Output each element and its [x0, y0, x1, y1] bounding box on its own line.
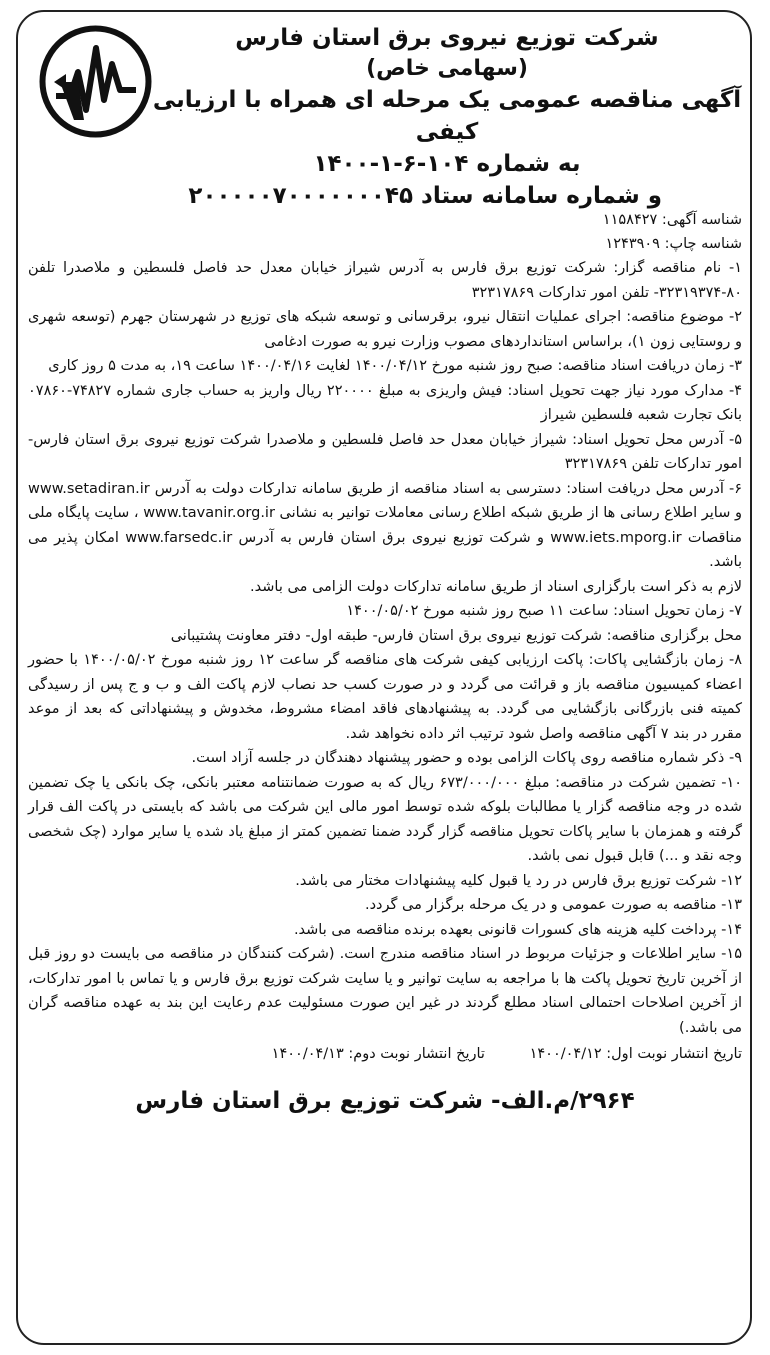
company-name: شرکت توزیع نیروی برق استان فارس	[235, 25, 659, 51]
power-line-logo-icon	[38, 24, 153, 139]
ad-footer: ۲۹۶۴/م.الف- شرکت توزیع برق استان فارس	[135, 1088, 635, 1114]
tender-ad	[28, 16, 742, 1114]
item-5: ۵- آدرس محل تحویل اسناد: شیراز خیابان معدل حد فاصل فلسطین و ملاصدرا شرکت توزیع نیروی برق استان فارس- امور تدارکات تلفن ۳۲۳۱۷۸۶۹	[28, 431, 742, 472]
item-7: ۷- زمان تحویل اسناد: ساعت ۱۱ صبح روز شنبه مورخ ۱۴۰۰/۰۵/۰۲	[346, 603, 742, 619]
item-6-note: لازم به ذکر است بارگزاری اسناد از طریق سامانه تدارکات دولت الزامی می باشد.	[250, 578, 742, 595]
ad-header	[28, 16, 742, 209]
item-8: ۸- زمان بازگشایی پاکات: پاکت ارزیابی کیفی شرکت های مناقصه گر ساعت ۱۲ روز شنبه مورخ ۱۴۰۰/۰۵/۰۲ با حضور اعضاء کمیسیون مناقصه باز و قرائت می گردد و در صورت کسب حد نصاب لازم پاکت الف و ب و ج پس از رسیدگی کمیته فنی بازرگانی بازگشایی می گردد. به پیشنهادهای فاقد امضاء مشروط، مخدوش و پیشنهاداتی که بعد از موعد مقرر در بند ۷ آگهی مناقصه واصل شود ترتیب اثر داده نخواهد شد.	[28, 652, 742, 742]
tender-number: به شماره ۱۰۴-۶-۱-۱۴۰۰	[313, 151, 581, 177]
item-4: ۴- مدارک مورد نیاز جهت تحویل اسناد: فیش واریزی به مبلغ ۲۲۰۰۰۰ ریال واریز به حساب جاری شماره ۷۴۸۲۷-۰۷۸۶۰ بانک تجارت شعبه فلسطین شیراز	[28, 382, 742, 423]
ad-titles	[152, 22, 742, 212]
item-9: ۹- ذکر شماره مناقصه روی پاکات الزامی بوده و حضور پیشنهاد دهندگان در جلسه آزاد است.	[191, 750, 742, 766]
setad-number: و شماره سامانه ستاد ۲۰۰۰۰۰۷۰۰۰۰۰۰۰۴۵	[188, 183, 662, 209]
publish-second: تاریخ انتشار نوبت دوم: ۱۴۰۰/۰۴/۱۳	[271, 1046, 485, 1062]
item-14: ۱۴- پرداخت کلیه هزینه های کسورات قانونی بعهده برنده مناقصه می باشد.	[293, 921, 742, 938]
item-6: ۶- آدرس محل دریافت اسناد: دسترسی به اسناد مناقصه از طریق سامانه تدارکات دولت به آدرس www.setadiran.ir و سایر اطلاع رسانی ها از طریق شبکه اطلاع رسانی معاملات توانیر به نشانی www.tavanir.org.ir ، سایت پایگاه ملی مناقصات www.iets.mporg.ir و شرکت توزیع نیروی برق استان فارس به آدرس www.farsedc.ir امکان پذیر می باشد.	[28, 480, 742, 570]
company-type: (سهامی خاص)	[366, 56, 528, 81]
item-13: ۱۳- مناقصه به صورت عمومی و در یک مرحله برگزار می گردد.	[364, 897, 742, 913]
ad-ids	[28, 208, 742, 256]
ad-title: آگهی مناقصه عمومی یک مرحله ای همراه با ارزیابی کیفی	[152, 87, 742, 145]
item-15: ۱۵- سایر اطلاعات و جزئیات مربوط در اسناد مناقصه مندرج است. (شرکت کنندگان در مناقصه می بایست دو روز قبل از آخرین تاریخ تحویل پاکت ها با مراجعه به سایت توانیر و یا سایت شرکت توزیع برق فارس و یا تماس با امور تدارکات، از آخرین اصلاحات احتمالی اسناد مطلع گردند در غیر این صورت مسئولیت عدم رعایت این بند به عهده مناقصه گران می باشد.)	[28, 946, 742, 1036]
item-7-venue: محل برگزاری مناقصه: شرکت توزیع نیروی برق استان فارس- طبقه اول- دفتر معاونت پشتیبانی	[170, 627, 742, 644]
publish-dates	[28, 1042, 742, 1066]
item-1: ۱- نام مناقصه گزار: شرکت توزیع برق فارس به آدرس شیراز خیابان معدل حد فاصل فلسطین و ملاصدرا تلفن ۸۰-۳۲۳۱۹۳۷۴- تلفن امور تدارکات ۳۲۳۱۷۸۶۹	[28, 260, 742, 301]
item-10: ۱۰- تضمین شرکت در مناقصه: مبلغ ۶۷۳/۰۰۰/۰۰۰ ریال که به صورت ضمانتنامه معتبر بانکی، چک بانکی یا چک تضمین شده در وجه مناقصه گزار یا مطالبات بلوکه شده توسط امور مالی این شرکت می باشد که بایستی در پاکت الف قرار گرفته و همزمان با سایر پاکات تحویل مناقصه گزار گردد ضمنا تضمین کمتر از مبلغ یاد شده یا سایر موارد (چک شخصی وجه نقد و ...) قابل قبول نمی باشد.	[28, 774, 743, 864]
item-3: ۳- زمان دریافت اسناد مناقصه: صبح روز شنبه مورخ ۱۴۰۰/۰۴/۱۲ لغایت ۱۴۰۰/۰۴/۱۶ ساعت ۱۹، به مدت ۵ روز کاری	[48, 358, 742, 374]
item-12: ۱۲- شرکت توزیع برق فارس در رد یا قبول کلیه پیشنهادات مختار می باشد.	[295, 872, 742, 889]
item-2: ۲- موضوع مناقصه: اجرای عملیات انتقال نیرو، برقرسانی و توسعه شبکه های توزیع در شهرستان جهرم (توسعه شهری و روستایی زون ۱)، براساس استانداردهای مصوب وزارت نیرو به صورت ادغامی	[28, 309, 742, 350]
ad-body	[28, 256, 742, 1040]
publish-first: تاریخ انتشار نوبت اول: ۱۴۰۰/۰۴/۱۲	[529, 1046, 742, 1062]
print-id: شناسه چاپ: ۱۲۴۳۹۰۹	[605, 236, 742, 252]
ad-id: شناسه آگهی: ۱۱۵۸۴۲۷	[602, 212, 742, 228]
